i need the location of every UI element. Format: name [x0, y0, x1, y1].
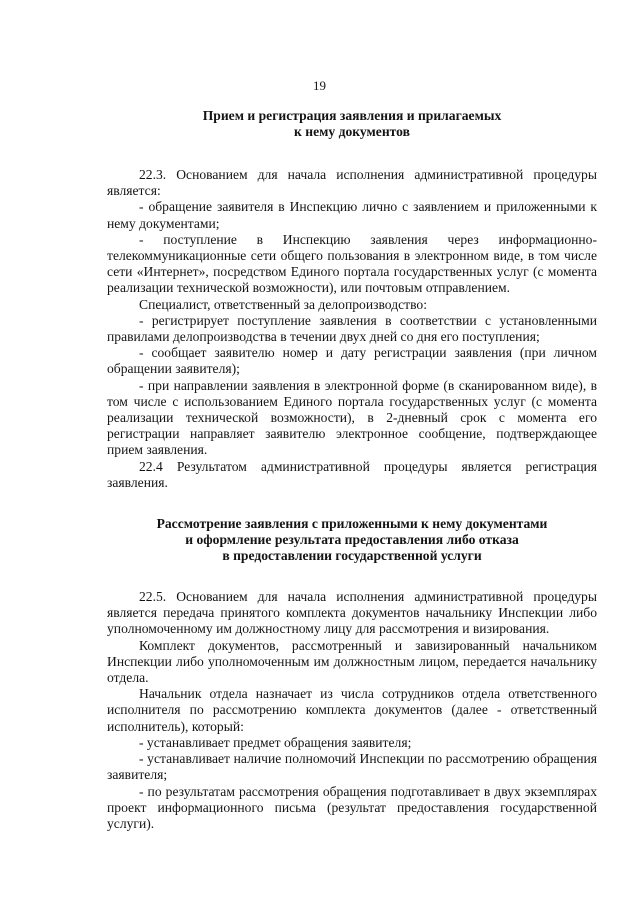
- paragraph: - обращение заявителя в Инспекцию лично с заявлением и приложенными к нему документами;: [107, 199, 597, 231]
- paragraph: - по результатам рассмотрения обращения подготавливает в двух экземплярах проект информационного письма (результат предоставления государственной услуги).: [107, 783, 597, 831]
- paragraph: 22.5. Основанием для начала исполнения административной процедуры является передача принятого комплекта документов начальнику Инспекции либо уполномоченному им должностному лицу для рассмотрения и визирования.: [107, 589, 597, 637]
- paragraph: - регистрирует поступление заявления в соответствии с установленными правилами делопроизводства в течении двух дней со дня его поступления;: [107, 312, 597, 345]
- section-heading-review: [107, 516, 597, 564]
- page-number: 19: [313, 78, 326, 93]
- heading-line: и оформление результата предоставления либо отказа: [185, 532, 519, 548]
- paragraph: Специалист, ответственный за делопроизводство:: [139, 296, 427, 312]
- paragraph: - устанавливает предмет обращения заявителя;: [139, 734, 412, 750]
- paragraph: Комплект документов, рассмотренный и завизированный начальником Инспекции либо уполномоченным им должностным лицом, передается начальнику отдела.: [107, 637, 597, 686]
- document-body: [107, 108, 597, 832]
- heading-line: Прием и регистрация заявления и прилагаемых: [202, 108, 502, 123]
- heading-line: в предоставлении государственной услуги: [222, 548, 482, 564]
- paragraph: 22.3. Основанием для начала исполнения административной процедуры является:: [107, 167, 597, 199]
- paragraph: - поступление в Инспекцию заявления через информационно-телекоммуникационные сети общего пользования в электронном виде, в том числе сети «Интернет», посредством Единого портала государственных услуг (с момента реализации технической возможности), или почтовым отправлением.: [107, 231, 597, 296]
- heading-line: к нему документов: [294, 124, 410, 139]
- paragraph: 22.4 Результатом административной процедуры является регистрация заявления.: [107, 458, 597, 490]
- paragraph: - при направлении заявления в электронной форме (в сканированном виде), в том числе с использованием Единого портала государственных услуг (с момента реализации технической возможности), в 2-дневный срок с момента его регистрации направляет заявителю электронное сообщение, подтверждающее прием заявления.: [107, 377, 597, 458]
- paragraph: - сообщает заявителю номер и дату регистрации заявления (при личном обращении заявителя);: [107, 345, 597, 377]
- heading-line: Рассмотрение заявления с приложенными к нему документами: [156, 516, 548, 532]
- paragraph: - устанавливает наличие полномочий Инспекции по рассмотрению обращения заявителя;: [107, 751, 597, 783]
- paragraph: Начальник отдела назначает из числа сотрудников отдела ответственного исполнителя по рассмотрению комплекта документов (далее - ответственный исполнитель), который:: [107, 686, 597, 734]
- section-heading-reception: [107, 108, 597, 140]
